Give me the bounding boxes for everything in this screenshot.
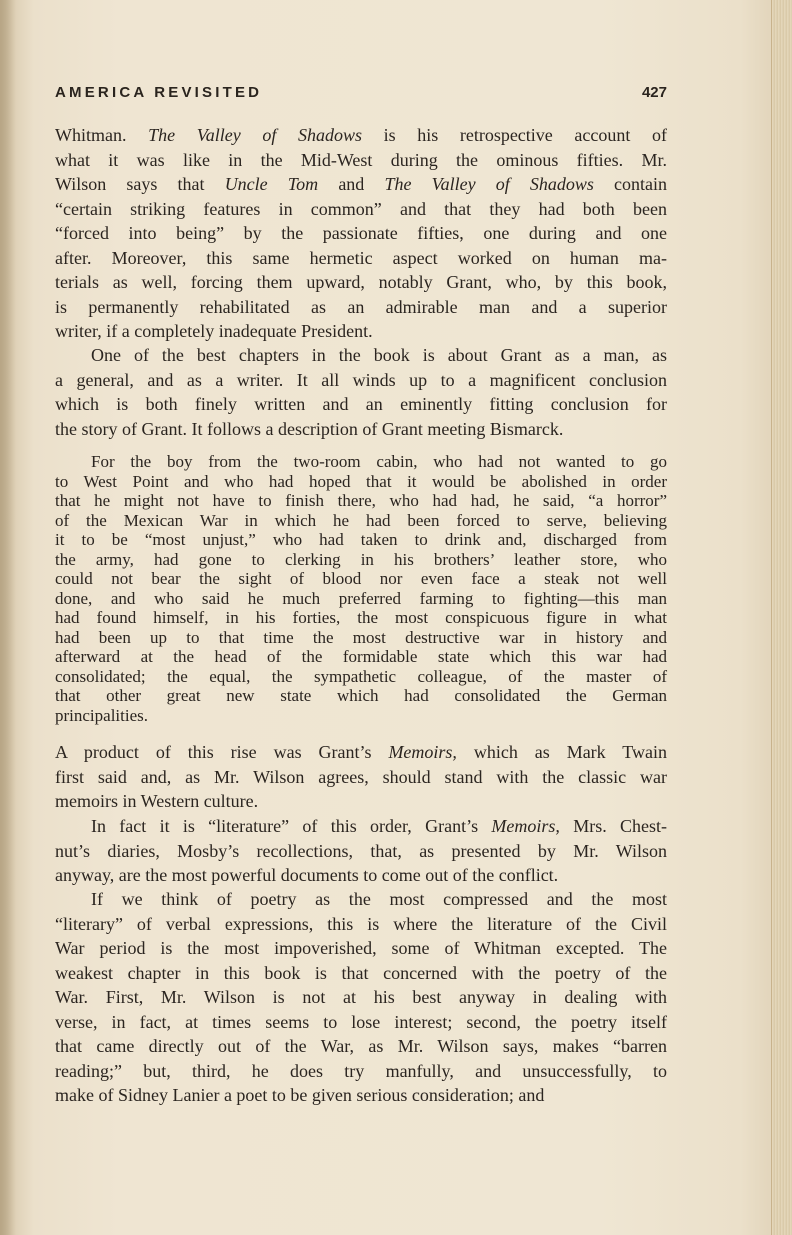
text-run: principalities.	[55, 705, 149, 725]
text-run: what it was like in the Mid-West during the ominous fifties. Mr.	[55, 149, 667, 170]
text-run: “forced into being” by the passionate fifties, one during and one	[55, 223, 667, 243]
text-run: had found himself, in his forties, the most conspicuous figure in what	[55, 608, 667, 627]
text-run: “certain striking features in common” and that they had both been	[55, 198, 667, 219]
text-run: “literary” of verbal expressions, this is where the literature of the Civil	[55, 913, 667, 934]
italic-title: The Valley of Shadows	[148, 125, 362, 145]
text-line	[55, 686, 667, 706]
block-quote	[55, 452, 667, 725]
text-line	[55, 628, 667, 648]
text-run: A product of this rise was Grant’s	[55, 742, 389, 762]
text-run: is permanently rehabilitated as an admirable man and a superior	[55, 296, 667, 317]
text-line	[55, 887, 667, 912]
text-line	[55, 961, 667, 986]
text-run: had been up to that time the most destructive war in history and	[55, 627, 667, 647]
text-line	[55, 1034, 667, 1059]
paragraph-4	[55, 814, 667, 888]
text-line	[55, 295, 667, 320]
italic-title: Memoirs,	[491, 816, 560, 836]
text-line	[55, 221, 667, 246]
text-line	[55, 319, 667, 344]
text-line	[55, 740, 667, 765]
text-run: first said and, as Mr. Wilson agrees, should stand with the classic war	[55, 766, 667, 787]
text-line	[55, 936, 667, 961]
text-run: anyway, are the most powerful documents to come out of the conflict.	[55, 865, 559, 885]
text-run: a general, and as a writer. It all winds up to a magnificent conclusion	[55, 369, 667, 390]
text-line	[55, 912, 667, 937]
text-line	[55, 123, 667, 148]
text-run: done, and who said he much preferred farming to fighting—this man	[55, 588, 667, 608]
text-line	[55, 985, 667, 1010]
running-head: AMERICA REVISITED	[55, 84, 263, 101]
text-line	[55, 647, 667, 667]
text-line	[55, 472, 667, 492]
paragraph-5	[55, 887, 667, 1108]
text-run: to West Point and who had hoped that it would be abolished in order	[55, 471, 667, 491]
text-run: War period is the most impoverished, some of Whitman excepted. The	[55, 938, 667, 958]
text-run: and	[318, 174, 385, 194]
text-line	[55, 491, 667, 511]
text-run: verse, in fact, at times seems to lose interest; second, the poetry itself	[55, 1011, 667, 1032]
text-run: the story of Grant. It follows a description of Grant meeting Bismarck.	[55, 418, 564, 439]
text-line	[55, 270, 667, 295]
text-line	[55, 392, 667, 417]
text-line	[55, 1010, 667, 1035]
text-line	[55, 608, 667, 628]
text-line	[55, 1083, 667, 1108]
italic-title: Uncle Tom	[224, 174, 319, 194]
text-run: which as Mark Twain	[456, 742, 668, 762]
paragraph-2	[55, 343, 667, 441]
text-run: Mrs. Chest-	[559, 816, 667, 836]
text-run: weakest chapter in this book is that concerned with the poetry of the	[55, 962, 667, 983]
italic-title: Memoirs,	[388, 742, 457, 762]
text-line	[55, 368, 667, 393]
text-run: memoirs in Western culture.	[55, 791, 259, 811]
spine-shadow	[0, 0, 16, 1235]
text-run: reading;” but, third, he does try manfully, and unsuccessfully, to	[55, 1060, 667, 1081]
page-edges	[771, 0, 792, 1235]
text-run: is his retrospective account of	[361, 125, 667, 145]
text-line	[55, 452, 667, 472]
text-run: War. First, Mr. Wilson is not at his best anyway in dealing with	[55, 987, 667, 1007]
text-run: writer, if a completely inadequate President.	[55, 321, 373, 341]
text-run: the army, had gone to clerking in his brothers’ leather store, who	[55, 549, 667, 569]
page-header	[55, 84, 667, 106]
text-run: Wilson says that	[55, 174, 225, 194]
paragraph-1	[55, 123, 667, 344]
text-line	[55, 667, 667, 687]
text-line	[55, 789, 667, 814]
text-line	[55, 706, 667, 726]
text-run: nut’s diaries, Mosby’s recollections, that, as presented by Mr. Wilson	[55, 840, 667, 861]
text-run: One of the best chapters in the book is about Grant as a man, as	[91, 345, 667, 365]
page-number: 427	[641, 84, 667, 101]
text-run: afterward at the head of the formidable state which this war had	[55, 647, 667, 666]
text-line	[55, 839, 667, 864]
text-run: make of Sidney Lanier a poet to be given serious consideration; and	[55, 1085, 545, 1105]
text-line	[55, 589, 667, 609]
text-run: which is both finely written and an eminently fitting conclusion for	[55, 394, 667, 414]
text-line	[55, 172, 667, 197]
text-run: In fact it is “literature” of this order, Grant’s	[91, 816, 492, 836]
text-run: it to be “most unjust,” who had taken to drink and, discharged from	[55, 530, 667, 549]
text-line	[55, 550, 667, 570]
text-run: that other great new state which had consolidated the German	[55, 686, 667, 705]
text-run: For the boy from the two-room cabin, who had not wanted to go	[91, 452, 667, 471]
text-line	[55, 814, 667, 839]
text-line	[55, 197, 667, 222]
text-run: that he might not have to finish there, who had had, he said, “a horror”	[55, 491, 667, 510]
text-line	[55, 511, 667, 531]
text-run: consolidated; the equal, the sympathetic colleague, of the master of	[55, 666, 667, 686]
text-line	[55, 569, 667, 589]
text-line	[55, 863, 667, 888]
text-line	[55, 246, 667, 271]
text-line	[55, 765, 667, 790]
text-run: could not bear the sight of blood nor even face a steak not well	[55, 569, 667, 588]
text-run: of the Mexican War in which he had been forced to serve, believing	[55, 510, 667, 530]
text-line	[55, 1059, 667, 1084]
text-line	[55, 343, 667, 368]
text-run: after. Moreover, this same hermetic aspect worked on human ma-	[55, 247, 667, 268]
text-run: terials as well, forcing them upward, notably Grant, who, by this book,	[55, 272, 667, 292]
text-run: contain	[593, 174, 667, 194]
text-line	[55, 417, 667, 442]
text-run: that came directly out of the War, as Mr. Wilson says, makes “barren	[55, 1036, 667, 1056]
text-run: If we think of poetry as the most compressed and the most	[91, 889, 667, 909]
text-line	[55, 530, 667, 550]
text-line	[55, 148, 667, 173]
italic-title: The Valley of Shadows	[384, 174, 594, 194]
text-run: Whitman.	[55, 125, 149, 145]
paragraph-3	[55, 740, 667, 814]
